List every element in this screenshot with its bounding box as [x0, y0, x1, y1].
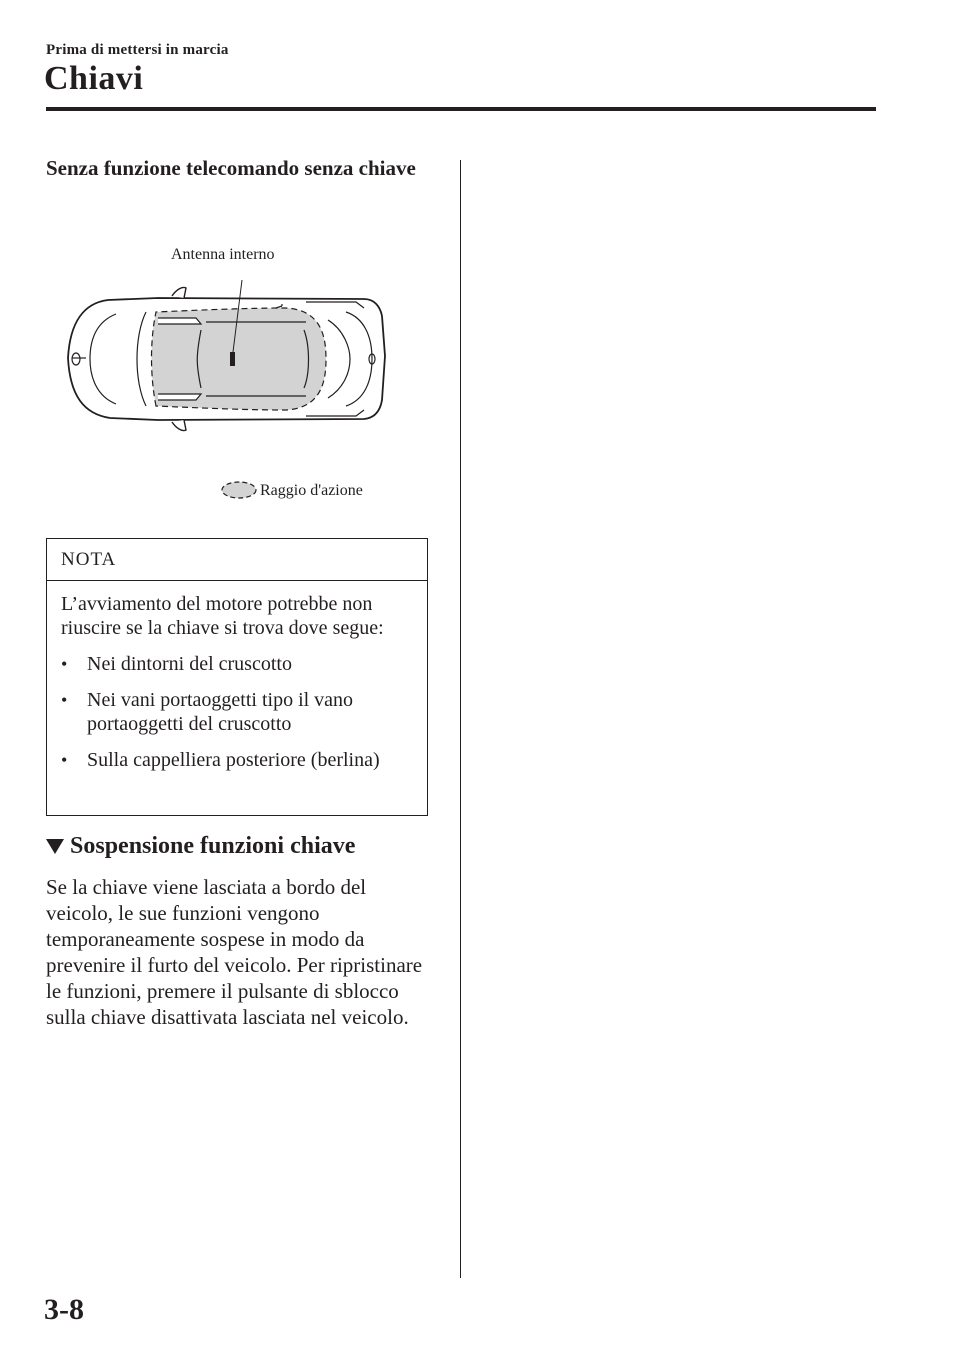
car-diagram: [46, 236, 430, 510]
note-bullet: [61, 688, 415, 736]
note-bullet-text: Nei vani portaoggetti tipo il vano portaoggetti del cruscotto: [87, 689, 354, 735]
triangle-down-icon: [46, 839, 64, 854]
note-intro: L’avviamento del motore potrebbe non riuscire se la chiave si trova dove segue:: [61, 593, 384, 639]
antenna-label: Antenna interno: [171, 246, 275, 263]
subheading: Senza funzione telecomando senza chiave: [46, 156, 416, 180]
bullet-icon: •: [61, 750, 68, 770]
bullet-icon: •: [61, 654, 68, 674]
range-label: Raggio d'azione: [260, 482, 363, 499]
note-bullet-text: Nei dintorni del cruscotto: [87, 653, 292, 675]
note-body: [47, 581, 427, 772]
car-top-view-drawing: [46, 236, 430, 510]
title-rule: [46, 107, 876, 111]
note-bullet-text: Sulla cappelliera posteriore (berlina): [87, 749, 380, 771]
note-bullet: [61, 652, 415, 676]
section-label: Prima di mettersi in marcia: [46, 42, 229, 58]
note-box: [46, 538, 428, 816]
body-paragraph: Se la chiave viene lasciata a bordo del veicolo, le sue funzioni vengono temporaneamente sospese in modo da prevenire il furto del veicolo. Per ripristinare le funzioni, premere il pulsante di sblocco sulla chiave disattivata lasciata nel veicolo.: [46, 875, 423, 1029]
note-bullet: [61, 748, 415, 772]
column-divider: [460, 160, 461, 1278]
section-heading-text: Sospensione funzioni chiave: [70, 833, 356, 859]
section-heading: [46, 833, 355, 860]
note-title: NOTA: [47, 539, 427, 581]
bullet-icon: •: [61, 690, 68, 710]
page-title: Chiavi: [44, 60, 144, 97]
page-number: 3-8: [44, 1293, 84, 1326]
